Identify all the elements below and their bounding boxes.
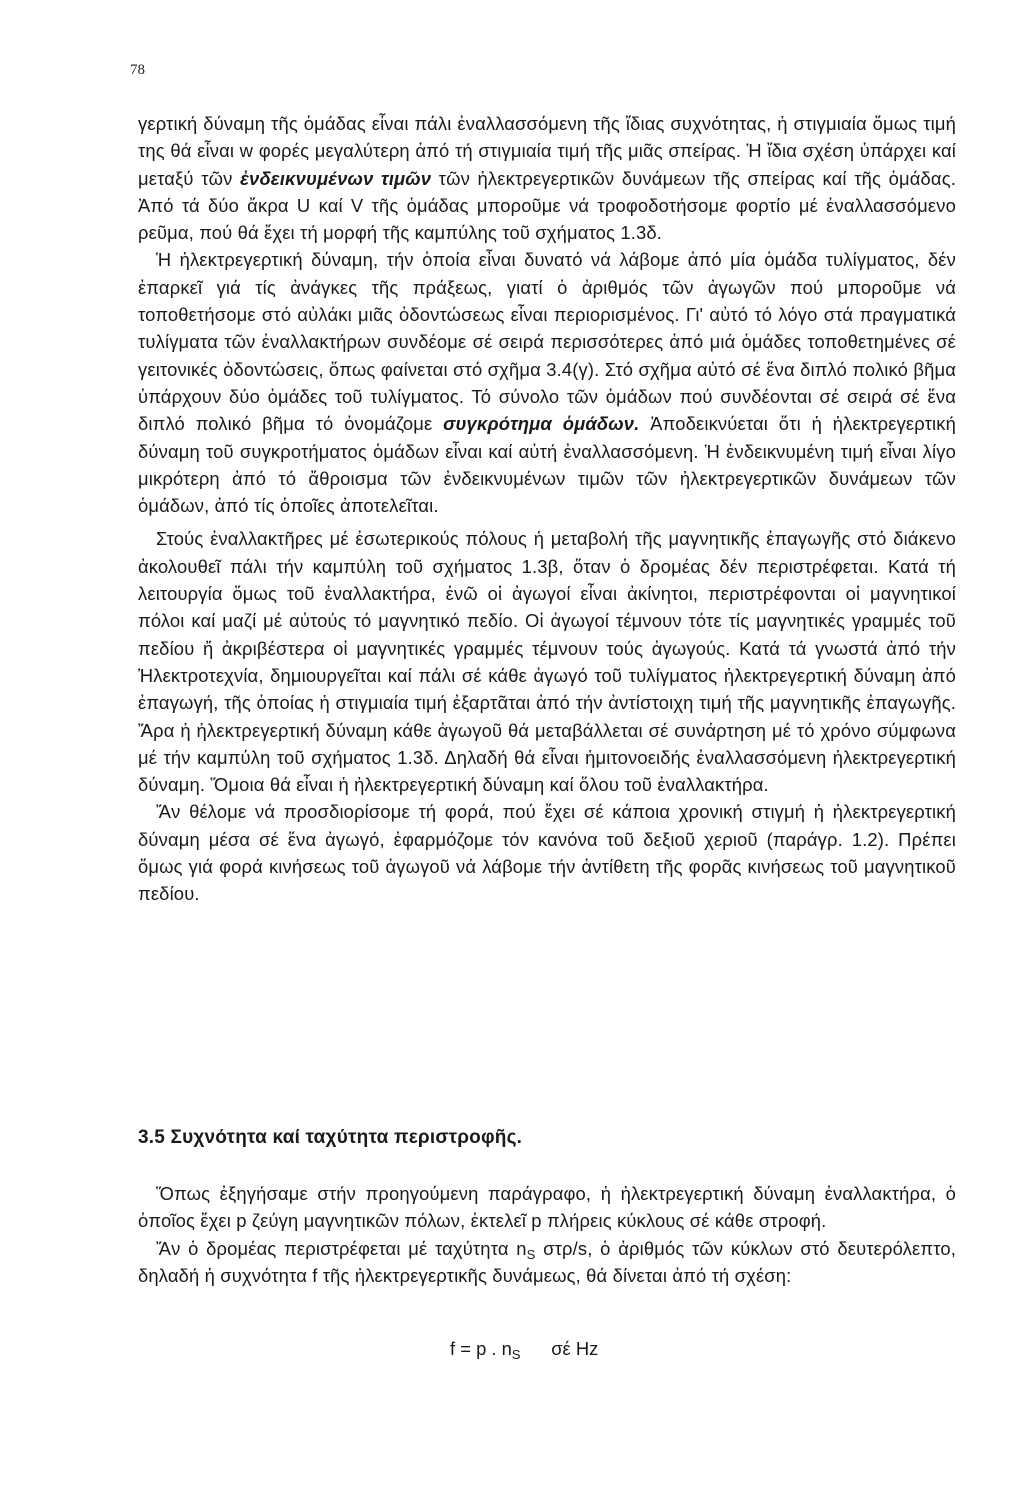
paragraph-2: Ἡ ἠλεκτρεγερτική δύναμη, τήν ὁποία εἶναι δυνατό νά λάβομε ἀπό μία ὁμάδα τυλίγματος, δέν ἐπαρκεῖ γιά τίς ἀνάγκες τῆς πράξεως, γιατί ὁ ἀριθμός τῶν ἀγωγῶν πού μποροῦμε νά τοποθετήσομε στό αὐλάκι μιᾶς ὀδοντώσεως εἶναι περιορισμένος. Γι' αὐτό τό λόγο στά πραγματικά τυλίγματα τῶν ἐναλλακτήρων συνδέομε σέ σειρά περισσότερες ἀπό μιά ὁμάδες τοποθετημένες σέ γειτονικές ὀδοντώσεις, ὅπως φαίνεται στό σχῆμα 3.4(γ). Στό σχῆμα αὐτό σέ ἕνα διπλό πολικό βῆμα ὑπάρχουν δύο ὁμάδες τοῦ τυλίγματος. Τό σύνολο τῶν ὁμάδων πού συνδέονται σέ σειρά σέ ἕνα διπλό πολικό βῆμα τό ὀνομάζομε συγκρότημα ὁμάδων. Ἀποδεικνύεται ὅτι ἡ ἠλεκτρεγερτική δύναμη τοῦ συγκροτήματος ὁμάδων εἶναι καί αὐτή ἐναλλασσόμενη. Ἡ ἐνδεικνυμένη τιμή εἶναι λίγο μικρότερη ἀπό τό ἄθροισμα τῶν ἐνδεικνυμένων τιμῶν τῶν ἠλεκτρεγερτικῶν δυνάμεων τῶν ὁμάδων, ἀπό τίς ὁποῖες ἀποτελεῖται. <box>138 249 956 517</box>
section-paragraph-1: Ὅπως ἐξηγήσαμε στήν προηγούμενη παράγραφο, ἡ ἠλεκτρεγερτική δύναμη ἐναλλακτήρα, ὁ ὁποῖος ἔχει p ζεύγη μαγνητικῶν πόλων, ἐκτελεῖ p πλήρεις κύκλους σέ κάθε στροφή. <box>138 1183 956 1232</box>
paragraph-3: Στούς ἐναλλακτῆρες μέ ἐσωτερικούς πόλους ἡ μεταβολή τῆς μαγνητικῆς ἐπαγωγῆς στό διάκενο ἀκολουθεῖ πάλι τήν καμπύλη τοῦ σχήματος 1.3β, ὅταν ὁ δρομέας δέν περιστρέφεται. Κατά τή λειτουργία ὅμως τοῦ ἐναλλακτήρα, ἐνῶ οἱ ἀγωγοί εἶναι ἀκίνητοι, περιστρέφονται οἱ μαγνητικοί πόλοι καί μαζί μέ αὐτούς τό μαγνητικό πεδίο. Οἱ ἀγωγοί τέμνουν τότε τίς μαγνητικές γραμμές τοῦ πεδίου ἤ ἀκριβέστερα οἱ μαγνητικές γραμμές τέμνουν τούς ἀγωγούς. Κατά τά γνωστά ἀπό τήν Ἠλεκτροτεχνία, δημιουργεῖται καί πάλι σέ κάθε ἀγωγό τοῦ τυλίγματος ἠλεκτρεγερτική δύναμη ἀπό ἐπαγωγή, τῆς ὁποίας ἡ στιγμιαία τιμή ἐξαρτᾶται ἀπό τήν ἀντίστοιχη τιμή τῆς μαγνητικῆς ἐπαγωγῆς. Ἄρα ἡ ἠλεκτρεγερτική δύναμη κάθε ἀγωγοῦ θά μεταβάλλεται σέ συνάρτηση μέ τό χρόνο σύμφωνα μέ τήν καμπύλη τοῦ σχήματος 1.3δ. Δηλαδή θά εἶναι ἡμιτονοειδής ἐναλλασσόμενη ἠλεκτρεγερτική δύναμη. Ὅμοια θά εἶναι ἡ ἠλεκτρεγερτική δύναμη καί ὅλου τοῦ ἐναλλακτήρα. <box>138 528 956 796</box>
paragraph-1: γερτική δύναμη τῆς ὁμάδας εἶναι πάλι ἐναλλασσόμενη τῆς ἴδιας συχνότητας, ἡ στιγμιαία ὅμως τιμή της θά εἶναι w φορές μεγαλύτερη ἀπό τή στιγμιαία τιμή τῆς μιᾶς σπείρας. Ἡ ἴδια σχέση ὑπάρχει καί μεταξύ τῶν ἐνδεικνυμένων τιμῶν τῶν ἠλεκτρεγερτικῶν δυνάμεων τῆς σπείρας καί τῆς ὁμάδας. Ἀπό τά δύο ἄκρα U καί V τῆς ὁμάδας μποροῦμε νά τροφοδοτήσομε φορτίο μέ ἐναλλασσόμενο ρεῦμα, πού θά ἔχει τή μορφή τῆς καμπύλης τοῦ σχήματος 1.3δ. <box>138 113 956 244</box>
page-number: 78 <box>130 62 145 78</box>
section-paragraph-2: Ἄν ὁ δρομέας περιστρέφεται μέ ταχύτητα $n_S$ στρ/s, ὁ ἀριθμός τῶν κύκλων στό δευτερόλεπτο, δηλαδή ἡ συχνότητα f τῆς ἠλεκτρεγερτικῆς δυνάμεως, θά δίνεται ἀπό τή σχέση: <box>138 1237 956 1286</box>
section-heading: 3.5 Συχνότητα καί ταχύτητα περιστροφῆς. <box>138 1127 523 1148</box>
frequency-formula: f = p . $n_S$ σέ Hz <box>450 1338 599 1362</box>
paragraph-4: Ἄν θέλομε νά προσδιορίσομε τή φορά, πού ἔχει σέ κάποια χρονική στιγμή ἡ ἠλεκτρεγερτική δύναμη μέσα σέ ἕνα ἀγωγό, ἐφαρμόζομε τόν κανόνα τοῦ δεξιοῦ χεριοῦ (παράγρ. 1.2). Πρέπει ὅμως γιά φορά κινήσεως τοῦ ἀγωγοῦ νά λάβομε τήν ἀντίθετη τῆς φορᾶς κινήσεως τοῦ μαγνητικοῦ πεδίου. <box>138 801 956 905</box>
term-effective-values: ἐνδεικνυμένων τιμῶν <box>240 167 432 189</box>
term-group-assembly: συγκρότημα ὁμάδων. <box>443 413 640 435</box>
body-text <box>138 110 956 908</box>
section-text <box>138 1180 956 1289</box>
